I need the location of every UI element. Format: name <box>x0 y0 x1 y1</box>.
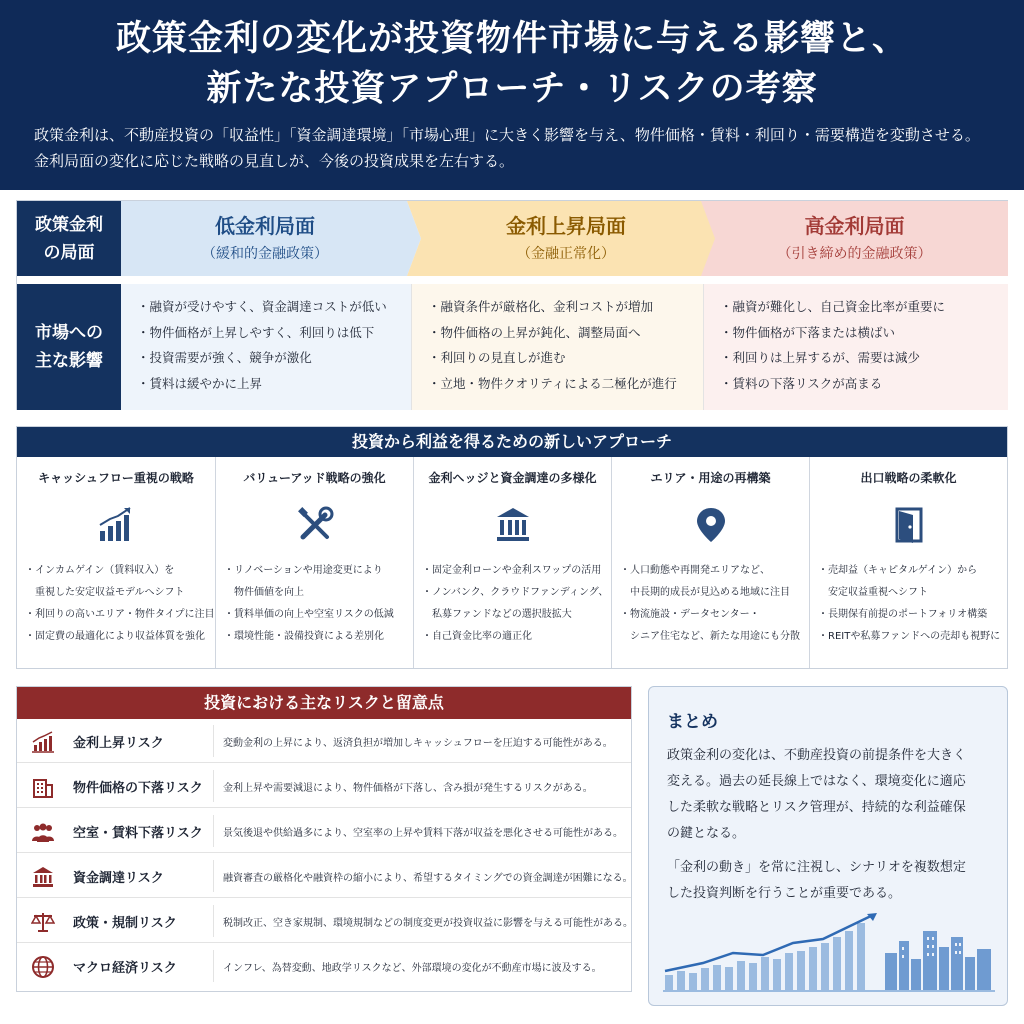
phase-name: 金利上昇局面 <box>506 214 626 238</box>
list-item: ・ 利回りの高いエリア・物件タイプに注目 <box>25 604 215 626</box>
approach-heading: 金利ヘッジと資金調達の多様化 <box>428 471 597 485</box>
risk-description: 変動金利の上昇により、返済負担が増加しキャッシュフローを圧迫する可能性がある。 <box>223 738 613 749</box>
risk-name: 資金調達リスク <box>73 871 164 886</box>
list-item: 安定収益重視へシフト <box>828 587 928 598</box>
approach-exit <box>809 457 1007 668</box>
list-item: ・ 融資条件が厳格化、金利コストが増加 <box>428 294 703 320</box>
phase-effects-low <box>121 284 411 410</box>
page-title-line2: 新たな投資アプローチ・リスクの考察 <box>206 69 818 109</box>
bar-chart-icon <box>96 505 136 545</box>
approach-heading: 出口戦略の柔軟化 <box>860 471 957 485</box>
risk-name: 政策・規制リスク <box>73 916 177 931</box>
bank-icon <box>493 505 533 545</box>
approach-value-add <box>215 457 413 668</box>
approaches-panel <box>16 426 1008 669</box>
approaches-title: 投資から利益を得るための新しいアプローチ <box>17 427 1007 457</box>
risk-name: 金利上昇リスク <box>73 736 164 751</box>
list-item: ・ 投資需要が強く、競争が激化 <box>137 345 411 371</box>
risk-row-policy <box>17 899 631 943</box>
risk-name: マクロ経済リスク <box>73 961 177 976</box>
list-item: ・ 立地・物件クオリティによる二極化が進行 <box>428 371 703 397</box>
risks-title: 投資における主なリスクと留意点 <box>17 687 631 719</box>
row-label-impact-line2: 主な影響 <box>35 351 103 371</box>
summary-paragraph-1 <box>667 743 966 847</box>
people-icon <box>31 820 55 844</box>
risk-description: 金利上昇や需要減退により、物件価格が下落し、含み損が発生するリスクがある。 <box>223 783 593 794</box>
bank-icon <box>31 865 55 889</box>
list-item: ・ リノベーションや用途変更により <box>224 560 394 582</box>
list-item: ・ 長期保有前提のポートフォリオ構築 <box>818 604 1000 626</box>
list-item: 中長期的成長が見込める地域に注目 <box>630 587 790 598</box>
globe-icon <box>31 955 55 979</box>
row-label-impact-line1: 市場への <box>35 323 103 343</box>
door-exit-icon <box>889 505 929 545</box>
list-item: ・ 売却益（キャピタルゲイン）から <box>818 560 1000 582</box>
phase-header-rising <box>407 201 725 276</box>
summary-paragraph-2 <box>667 855 966 907</box>
list-item: ・ 環境性能・設備投資による差別化 <box>224 626 394 648</box>
page-title-line1: 政策金利の変化が投資物件市場に与える影響と、 <box>115 19 908 59</box>
city-growth-illustration <box>663 913 995 993</box>
row-label-phase-line2: の局面 <box>43 242 95 263</box>
list-item: ・ 人口動態や再開発エリアなど、 <box>620 560 800 582</box>
risk-row-macro <box>17 944 631 988</box>
approach-heading: エリア・用途の再構築 <box>650 471 771 485</box>
list-item: 私募ファンドなどの選択肢拡大 <box>432 609 572 620</box>
page-header <box>0 0 1024 190</box>
summary-line: 変える。過去の延長線上ではなく、環境変化に適応 <box>667 774 966 789</box>
phase-sub: （金融正常化） <box>517 246 615 262</box>
list-item: ・ 利回りは上昇するが、需要は減少 <box>720 345 1008 371</box>
list-item: ・ インカムゲイン（賃料収入）を <box>25 560 215 582</box>
risk-description: 景気後退や供給過多により、空室率の上昇や賃料下落が収益を悪化させる可能性がある。 <box>223 828 623 839</box>
tools-icon <box>295 505 335 545</box>
rising-chart-icon <box>31 730 55 754</box>
approach-cashflow <box>17 457 215 668</box>
list-item: ・ 物件価格の上昇が鈍化、調整局面へ <box>428 320 703 346</box>
risk-name: 物件価格の下落リスク <box>73 781 203 796</box>
risk-description: インフレ、為替変動、地政学リスクなど、外部環境の変化が不動産市場に波及する。 <box>223 963 602 974</box>
row-label-impact <box>17 284 121 410</box>
summary-panel <box>648 686 1008 1006</box>
list-item: 重視した安定収益モデルへシフト <box>35 587 185 598</box>
approach-area <box>611 457 809 668</box>
list-item: ・ REITや私募ファンドへの売却も視野に <box>818 626 1000 648</box>
lead-text-line2: 金利局面の変化に応じた戦略の見直しが、今後の投資成果を左右する。 <box>34 152 515 170</box>
risk-row-funding <box>17 854 631 898</box>
list-item: ・ 賃料の下落リスクが高まる <box>720 371 1008 397</box>
list-item: ・ 利回りの見直しが進む <box>428 345 703 371</box>
list-item: ・ ノンバンク、クラウドファンディング、 <box>422 582 608 604</box>
risk-row-interest <box>17 719 631 763</box>
scales-icon <box>31 910 55 934</box>
summary-line: 「金利の動き」を常に注視し、シナリオを複数想定 <box>667 860 966 875</box>
building-icon <box>31 775 55 799</box>
phase-name: 高金利局面 <box>804 214 905 238</box>
list-item: ・ 融資が難化し、自己資金比率が重要に <box>720 294 1008 320</box>
list-item: シニア住宅など、新たな用途にも分散 <box>630 631 800 642</box>
location-pin-icon <box>691 505 731 545</box>
approach-financing <box>413 457 611 668</box>
phase-effects-high <box>703 284 1008 410</box>
risk-row-price <box>17 764 631 808</box>
list-item: ・ 物件価格が上昇しやすく、利回りは低下 <box>137 320 411 346</box>
summary-line: した投資判断を行うことが重要である。 <box>667 886 902 901</box>
phase-name: 低金利局面 <box>215 214 315 238</box>
phase-header-high <box>701 201 1008 276</box>
list-item: ・ 固定費の最適化により収益体質を強化 <box>25 626 215 648</box>
phase-effects-rising <box>411 284 703 410</box>
list-item: ・ 固定金利ローンや金利スワップの活用 <box>422 560 608 582</box>
row-label-phase-line1: 政策金利 <box>35 214 103 235</box>
risks-panel <box>16 686 632 992</box>
list-item: 物件価値を向上 <box>234 587 304 598</box>
rate-phase-table <box>16 200 1008 410</box>
summary-title: まとめ <box>667 712 718 732</box>
approach-heading: バリューアッド戦略の強化 <box>243 471 386 485</box>
risk-description: 融資審査の厳格化や融資枠の縮小により、希望するタイミングでの資金調達が困難になる。 <box>223 873 633 884</box>
list-item: ・ 融資が受けやすく、資金調達コストが低い <box>137 294 411 320</box>
phase-sub: （緩和的金融政策） <box>202 246 328 262</box>
list-item: ・ 賃料単価の向上や空室リスクの低減 <box>224 604 394 626</box>
list-item: ・ 物流施設・データセンター・ <box>620 604 800 626</box>
risk-name: 空室・賃料下落リスク <box>73 826 203 841</box>
approach-heading: キャッシュフロー重視の戦略 <box>38 471 194 485</box>
summary-line: の鍵となる。 <box>667 826 746 841</box>
lead-text-line1: 政策金利は、不動産投資の「収益性」「資金調達環境」「市場心理」に大きく影響を与え、物件価格・賃料・利回り・需要構造を変動させる。 <box>34 126 980 144</box>
phase-header-low <box>121 201 421 276</box>
risk-row-vacancy <box>17 809 631 853</box>
phase-sub: （引き締め的金融政策） <box>777 246 932 262</box>
summary-line: した柔軟な戦略とリスク管理が、持続的な利益確保 <box>667 800 966 815</box>
summary-line: 政策金利の変化は、不動産投資の前提条件を大きく <box>667 748 967 763</box>
row-label-phase <box>17 201 121 276</box>
list-item: ・ 賃料は緩やかに上昇 <box>137 371 411 397</box>
list-item: ・ 自己資金比率の適正化 <box>422 626 608 648</box>
list-item: ・ 物件価格が下落または横ばい <box>720 320 1008 346</box>
risk-description: 税制改正、空き家規制、環境規制などの制度変更が投資収益に影響を与える可能性がある。 <box>223 918 633 929</box>
